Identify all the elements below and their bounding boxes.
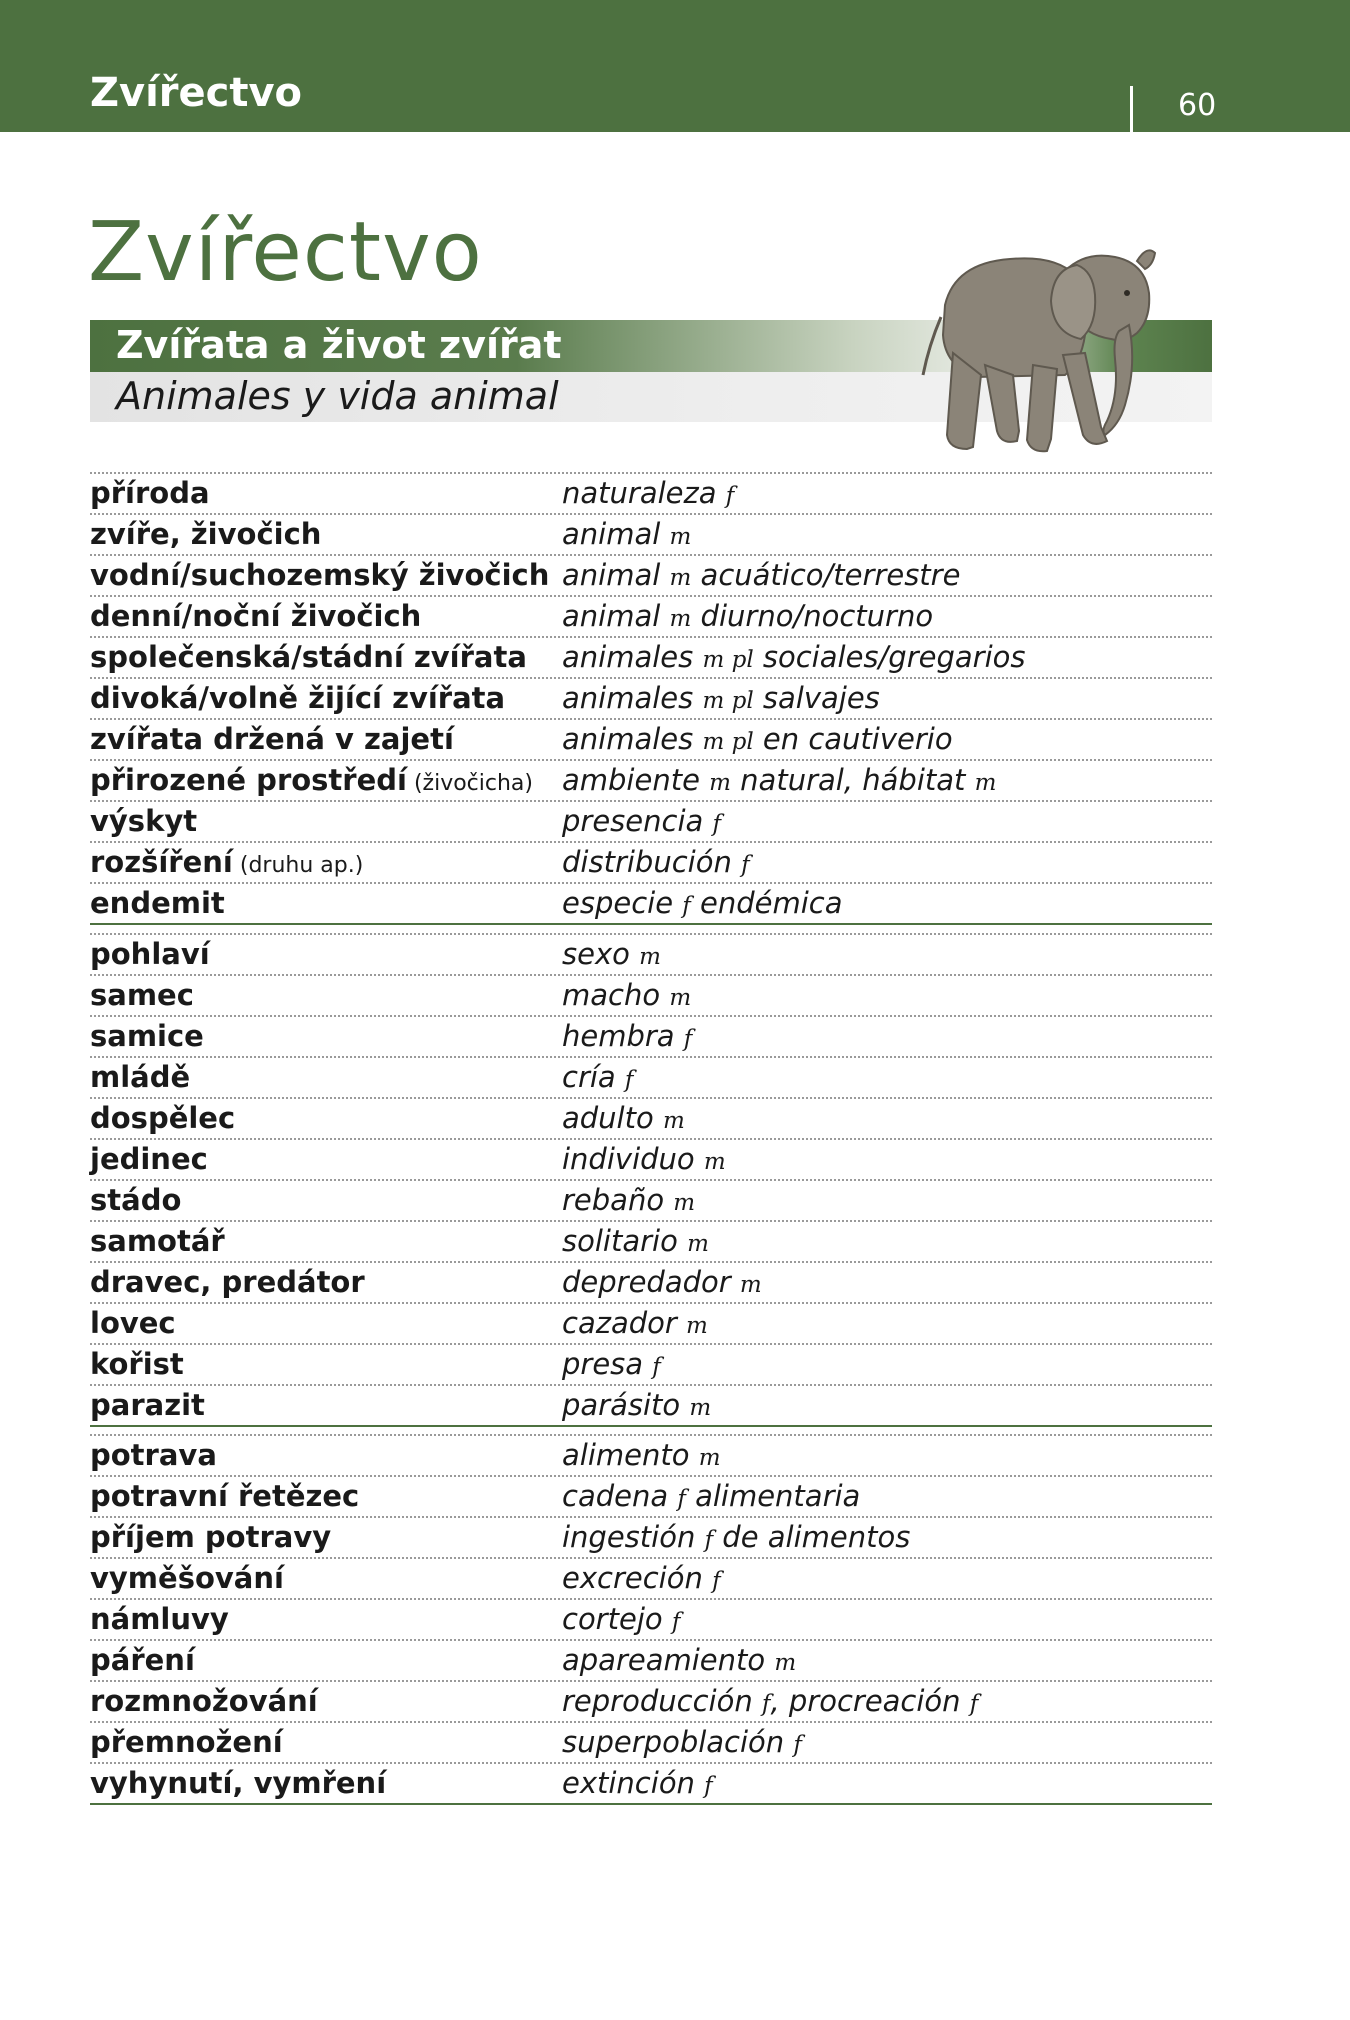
gender-marker: f [683, 1026, 693, 1052]
czech-term [90, 1101, 235, 1135]
spanish-translation [562, 1602, 680, 1636]
spanish-text: presencia [562, 804, 713, 838]
gender-marker: f [793, 1732, 802, 1758]
czech-term [90, 1060, 190, 1094]
spanish-text: parásito [562, 1388, 690, 1422]
czech-term-text: dravec, predátor [90, 1265, 365, 1299]
vocab-row [90, 884, 1212, 925]
spanish-text: natural, hábitat [730, 763, 975, 797]
spanish-translation [562, 599, 933, 633]
czech-term [90, 937, 210, 971]
spanish-translation [562, 886, 843, 920]
czech-term-text: lovec [90, 1306, 176, 1340]
gender-marker: f [704, 1773, 713, 1799]
spanish-translation [562, 1684, 978, 1718]
gender-marker: f [682, 893, 691, 919]
vocab-row [90, 638, 1212, 679]
czech-term [90, 640, 527, 674]
vocab-row [90, 1641, 1212, 1682]
gender-marker: m [689, 1395, 712, 1421]
gender-marker: m [669, 524, 692, 550]
czech-term-text: potrava [90, 1438, 217, 1472]
vocab-row [90, 679, 1212, 720]
gender-marker: f [712, 1568, 721, 1594]
czech-term-text: páření [90, 1643, 195, 1677]
czech-term-text: přirozené prostředí [90, 763, 407, 797]
spanish-translation [562, 681, 880, 715]
spanish-translation [562, 1388, 711, 1422]
section-name: Zvířectvo [90, 70, 303, 116]
vocab-row [90, 474, 1212, 515]
czech-term [90, 1388, 205, 1422]
spanish-text: , procreación [770, 1684, 970, 1718]
gender-marker: f [652, 1354, 661, 1380]
czech-term [90, 517, 321, 551]
spanish-translation [562, 845, 750, 879]
gender-marker: f [671, 1609, 681, 1635]
spanish-text: solitario [562, 1224, 688, 1258]
czech-term [90, 1438, 217, 1472]
czech-term [90, 1224, 225, 1258]
gender-marker: m [686, 1313, 708, 1339]
vocab-row [90, 802, 1212, 843]
vocab-row [90, 1017, 1212, 1058]
czech-term-text: námluvy [90, 1602, 229, 1636]
gender-marker: m [774, 1650, 797, 1676]
spanish-translation [562, 978, 691, 1012]
spanish-text: sociales/gregarios [753, 640, 1026, 674]
gender-marker: m [974, 770, 997, 796]
czech-term [90, 476, 210, 510]
vocab-row [90, 1386, 1212, 1427]
spanish-translation [562, 558, 960, 592]
czech-term-text: samec [90, 978, 194, 1012]
spanish-text: animal [562, 517, 670, 551]
top-header-bar [0, 0, 1350, 132]
czech-term-note: (živočicha) [406, 771, 533, 796]
vocab-row [90, 843, 1212, 884]
spanish-translation [562, 1479, 860, 1513]
czech-term [90, 1479, 359, 1513]
gender-marker: m [639, 944, 661, 970]
spanish-translation [562, 1306, 708, 1340]
czech-term-note: (druhu ap.) [232, 853, 364, 878]
czech-term-text: příjem potravy [90, 1520, 332, 1554]
gender-marker: f [761, 1691, 771, 1717]
czech-term [90, 722, 454, 756]
gender-marker: m [698, 1445, 721, 1471]
vocab-group-food-reproduction [90, 1434, 1212, 1805]
gender-marker: m [673, 1190, 696, 1216]
spanish-translation [562, 517, 691, 551]
spanish-text: adulto [562, 1101, 663, 1135]
czech-term [90, 599, 421, 633]
spanish-translation [562, 1183, 695, 1217]
vocab-row [90, 556, 1212, 597]
gender-marker: m [669, 565, 692, 591]
spanish-text: cadena [562, 1479, 678, 1513]
spanish-text: endémica [690, 886, 843, 920]
vocab-row [90, 935, 1212, 976]
spanish-translation [562, 1019, 692, 1053]
spanish-text: distribución [562, 845, 742, 879]
czech-term-text: parazit [90, 1388, 205, 1422]
spanish-text: en cautiverio [753, 722, 953, 756]
spanish-text: reproducción [562, 1684, 762, 1718]
czech-term [90, 1561, 284, 1595]
vocab-row [90, 1099, 1212, 1140]
gender-marker: m pl [702, 729, 754, 755]
czech-term-text: zvíře, živočich [90, 517, 322, 551]
spanish-text: hembra [562, 1019, 684, 1053]
vocab-row [90, 1436, 1212, 1477]
czech-term [90, 1306, 176, 1340]
vocab-row [90, 1181, 1212, 1222]
czech-term-text: jedinec [90, 1142, 208, 1176]
czech-term [90, 1766, 386, 1800]
spanish-translation [562, 1561, 721, 1595]
spanish-text: individuo [562, 1142, 704, 1176]
spanish-text: depredador [562, 1265, 740, 1299]
czech-term-text: divoká/volně žijící zvířata [90, 681, 506, 715]
spanish-translation [562, 722, 953, 756]
gender-marker: f [624, 1067, 634, 1093]
czech-term-text: rozšíření [90, 845, 233, 879]
czech-term [90, 681, 505, 715]
czech-term-text: zvířata držená v zajetí [90, 722, 454, 756]
vocab-group-sex-roles [90, 933, 1212, 1427]
spanish-translation [562, 804, 721, 838]
czech-term [90, 1520, 331, 1554]
czech-term [90, 804, 197, 838]
vocab-row [90, 515, 1212, 556]
gender-marker: m [662, 1108, 685, 1134]
spanish-text: naturaleza [562, 476, 726, 510]
czech-term [90, 763, 533, 797]
vocab-row [90, 1477, 1212, 1518]
spanish-translation [562, 763, 996, 797]
vocab-row [90, 720, 1212, 761]
spanish-text: animales [562, 640, 703, 674]
czech-term-text: denní/noční živočich [90, 599, 422, 633]
vocab-row [90, 597, 1212, 638]
spanish-translation [562, 476, 734, 510]
spanish-text: apareamiento [562, 1643, 775, 1677]
spanish-translation [562, 640, 1025, 674]
czech-term [90, 1602, 229, 1636]
vocab-row [90, 1723, 1212, 1764]
gender-marker: f [712, 811, 722, 837]
spanish-text: alimentaria [685, 1479, 861, 1513]
spanish-text: acuático/terrestre [691, 558, 961, 592]
czech-term [90, 1265, 365, 1299]
gender-marker: m [703, 1149, 726, 1175]
header-divider [1130, 86, 1133, 132]
spanish-text: cortejo [562, 1602, 672, 1636]
vocab-row [90, 1345, 1212, 1386]
vocab-row [90, 761, 1212, 802]
vocab-row [90, 976, 1212, 1017]
czech-term [90, 886, 225, 920]
spanish-translation [562, 1265, 762, 1299]
czech-term-text: samice [90, 1019, 204, 1053]
vocab-row [90, 1682, 1212, 1723]
gender-marker: m [739, 1272, 762, 1298]
vocab-row [90, 1518, 1212, 1559]
vocab-row [90, 1058, 1212, 1099]
spanish-text: presa [562, 1347, 653, 1381]
spanish-translation [562, 1766, 713, 1800]
spanish-translation [562, 1725, 802, 1759]
vocab-row [90, 1600, 1212, 1641]
czech-term [90, 1643, 195, 1677]
spanish-translation [562, 1224, 709, 1258]
gender-marker: m [669, 606, 692, 632]
spanish-text: de alimentos [713, 1520, 911, 1554]
spanish-text: rebaño [562, 1183, 674, 1217]
czech-term-text: samotář [90, 1224, 225, 1258]
spanish-text: animales [562, 722, 703, 756]
spanish-translation [562, 1643, 796, 1677]
spanish-text: sexo [562, 937, 640, 971]
spanish-text: alimento [562, 1438, 699, 1472]
spanish-text: superpoblación [562, 1725, 794, 1759]
spanish-text: ambiente [562, 763, 710, 797]
vocab-row [90, 1222, 1212, 1263]
czech-term [90, 1183, 181, 1217]
czech-term-text: společenská/stádní zvířata [90, 640, 527, 674]
spanish-text: cría [562, 1060, 625, 1094]
gender-marker: f [741, 852, 750, 878]
vocab-row [90, 1304, 1212, 1345]
subheader-czech: Zvířata a život zvířat [116, 323, 562, 367]
czech-term-text: rozmnožování [90, 1684, 318, 1718]
page-title: Zvířectvo [88, 205, 483, 300]
czech-term-text: pohlaví [90, 937, 210, 971]
gender-marker: f [969, 1691, 979, 1717]
czech-term [90, 978, 194, 1012]
czech-term [90, 1684, 318, 1718]
gender-marker: m [687, 1231, 709, 1257]
vocab-row [90, 1764, 1212, 1805]
gender-marker: f [725, 483, 735, 509]
czech-term-text: potravní řetězec [90, 1479, 360, 1513]
spanish-translation [562, 937, 661, 971]
spanish-text: animales [562, 681, 703, 715]
czech-term-text: příroda [90, 476, 210, 510]
gender-marker: f [704, 1527, 714, 1553]
czech-term [90, 1725, 283, 1759]
gender-marker: m [709, 770, 731, 796]
gender-marker: f [677, 1486, 686, 1512]
spanish-text: animal [562, 599, 670, 633]
gender-marker: m [669, 985, 692, 1011]
vocab-row [90, 1559, 1212, 1600]
spanish-text: excreción [562, 1561, 713, 1595]
gender-marker: m pl [702, 647, 754, 673]
czech-term-text: vyhynutí, vymření [90, 1766, 387, 1800]
spanish-text: ingestión [562, 1520, 705, 1554]
czech-term [90, 845, 363, 879]
czech-term-text: dospělec [90, 1101, 236, 1135]
spanish-translation [562, 1060, 633, 1094]
spanish-translation [562, 1438, 721, 1472]
spanish-text: macho [562, 978, 670, 1012]
czech-term-text: mládě [90, 1060, 191, 1094]
spanish-text: salvajes [753, 681, 880, 715]
czech-term [90, 1347, 184, 1381]
spanish-translation [562, 1142, 726, 1176]
czech-term-text: stádo [90, 1183, 182, 1217]
czech-term-text: endemit [90, 886, 225, 920]
czech-term [90, 1019, 204, 1053]
page-number: 60 [1178, 88, 1217, 123]
czech-term-text: kořist [90, 1347, 184, 1381]
subheader-spanish: Animales y vida animal [116, 374, 559, 418]
czech-term [90, 558, 549, 592]
spanish-translation [562, 1520, 910, 1554]
spanish-translation [562, 1347, 661, 1381]
spanish-text: animal [562, 558, 670, 592]
czech-term-text: výskyt [90, 804, 198, 838]
spanish-translation [562, 1101, 685, 1135]
elephant-illustration [915, 235, 1175, 465]
czech-term-text: přemnožení [90, 1725, 283, 1759]
spanish-text: cazador [562, 1306, 687, 1340]
vocab-row [90, 1140, 1212, 1181]
czech-term-text: vyměšování [90, 1561, 284, 1595]
czech-term [90, 1142, 208, 1176]
vocab-group-nature [90, 472, 1212, 925]
spanish-text: diurno/nocturno [691, 599, 934, 633]
czech-term-text: vodní/suchozemský živočich [90, 558, 550, 592]
vocab-row [90, 1263, 1212, 1304]
gender-marker: m pl [702, 688, 754, 714]
spanish-text: especie [562, 886, 683, 920]
spanish-text: extinción [562, 1766, 705, 1800]
